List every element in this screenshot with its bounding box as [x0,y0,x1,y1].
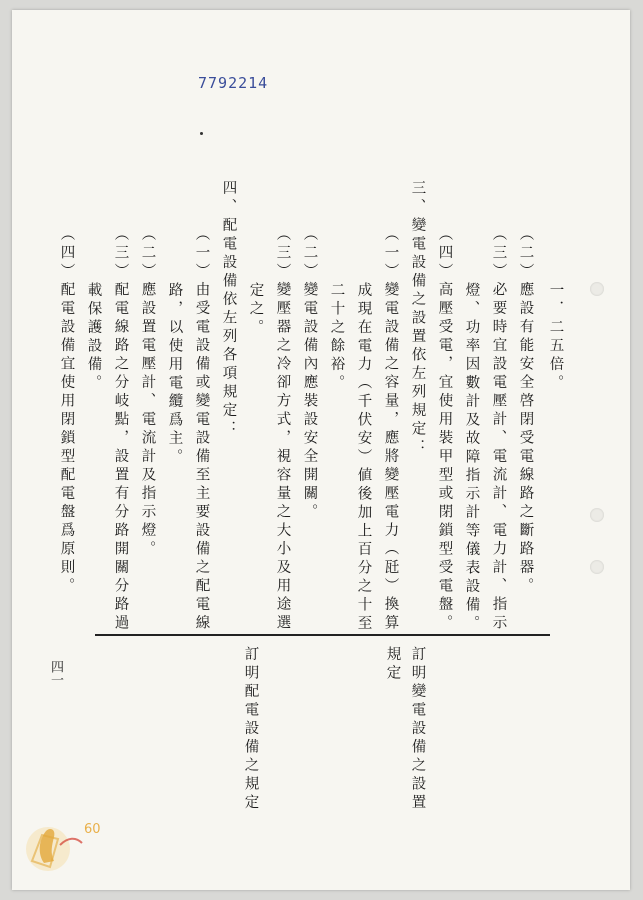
text-column-12: 定之。 [247,282,264,338]
text-column-17: （三）配電線路之分岐點，設置有分路開關分路過 [112,226,129,633]
margin-note-transformer: 訂明變電設備之設置 [409,646,426,813]
text-column-15: 路，以使用電纜爲主。 [166,282,183,467]
section-divider [95,634,550,636]
margin-note-transformer-cont: 規定 [384,646,401,683]
page-number: 四一 [48,660,63,686]
document-number-stamp: 7792214 [198,74,269,92]
text-column-7: （一）變電設備之容量，應將變壓電力（瓩）換算 [382,226,399,633]
document-page [12,10,630,890]
archive-logo-text: 60 [84,822,101,837]
text-column-2: （二）應設有能安全啓閉受電線路之斷路器。 [517,226,534,596]
text-column-18: 載保護設備。 [85,282,102,393]
margin-note-distribution: 訂明配電設備之規定 [242,646,259,813]
text-column-11: （三）變壓器之冷卻方式，視容量之大小及用途選 [274,226,291,633]
text-column-13: 四、配電設備依左列各項規定： [220,180,237,439]
text-column-10: （二）變電設備內應裝設安全開關。 [301,226,318,522]
text-column-19: （四）配電設備宜使用閉鎖型配電盤爲原則。 [58,226,75,596]
text-column-3: （三）必要時宜設電壓計、電流計、電力計、指示 [490,226,507,633]
text-column-6: 三、變電設備之設置依左列規定： [409,180,426,458]
text-column-16: （二）應設置電壓計、電流計及指示燈。 [139,226,156,559]
text-column-1: 一．二五倍。 [547,282,564,393]
text-column-5: （四）高壓受電，宜使用裝甲型或閉鎖型受電盤。 [436,226,453,633]
punch-hole-middle [590,508,604,522]
punch-hole-top [590,282,604,296]
punch-hole-bottom [590,560,604,574]
text-column-8: 成現在電力（千伏安）値後加上百分之十至 [355,282,372,634]
text-column-4: 燈、功率因數計及故障指示計等儀表設備。 [463,282,480,634]
ink-dot [200,132,203,135]
text-column-9: 二十之餘裕。 [328,282,345,393]
text-column-14: （一）由受電設備或變電設備至主要設備之配電線 [193,226,210,633]
